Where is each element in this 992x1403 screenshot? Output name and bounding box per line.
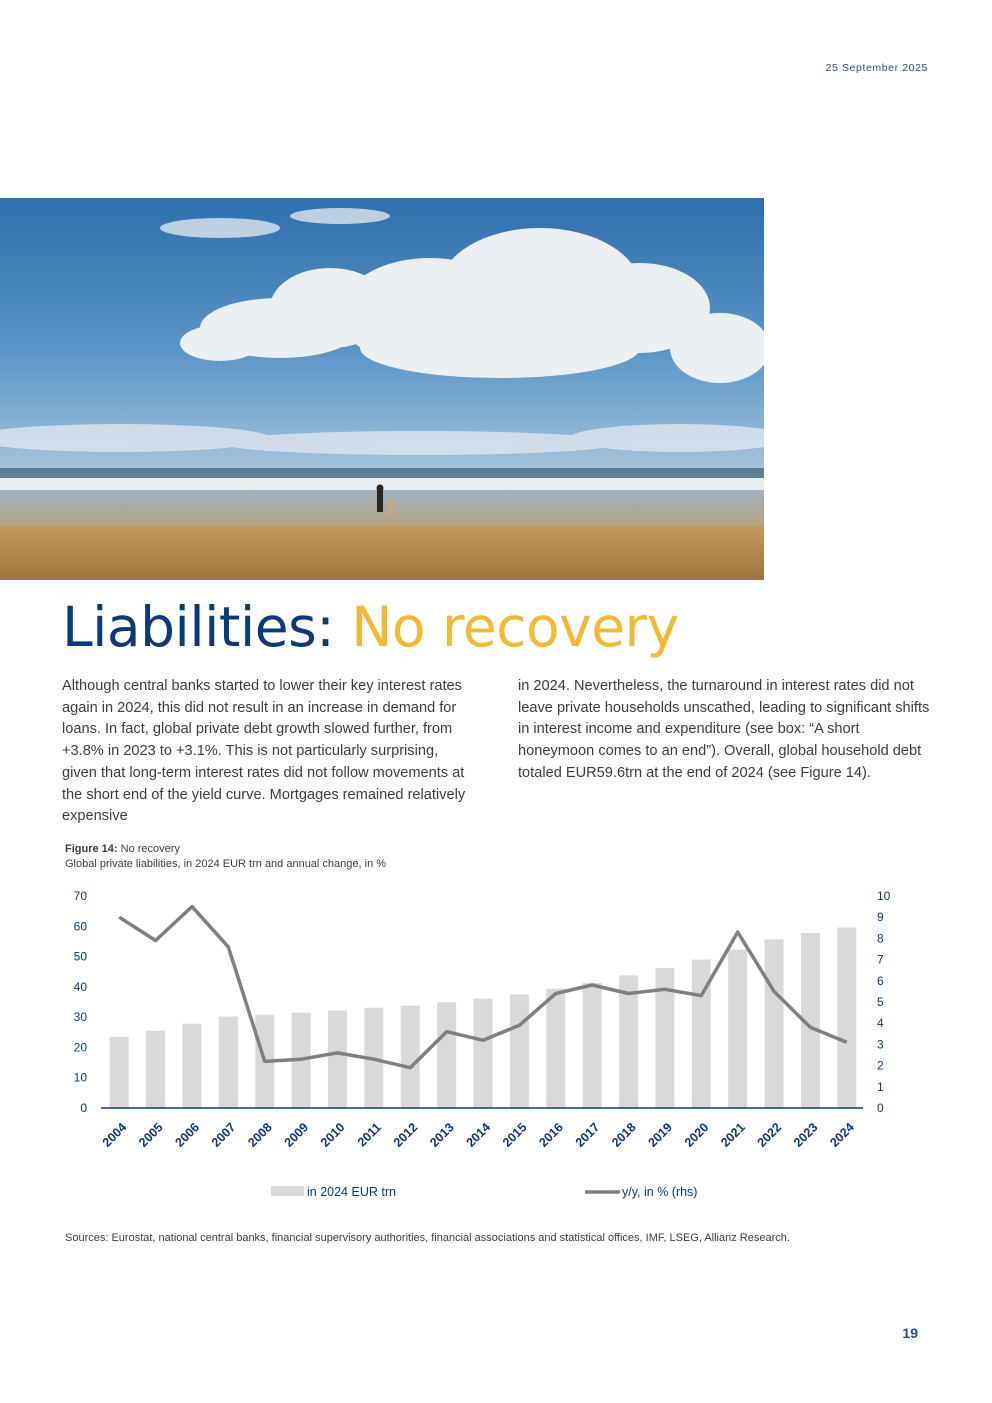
bar: [219, 1017, 238, 1108]
title-main: Liabilities:: [62, 595, 335, 659]
x-tick-label: 2008: [245, 1120, 275, 1150]
figure-title: No recovery: [120, 843, 180, 855]
y2-tick-label: 9: [877, 910, 884, 925]
legend-label-line: y/y, in % (rhs): [622, 1185, 698, 1199]
x-tick-label: 2009: [281, 1120, 312, 1150]
bar: [328, 1010, 347, 1108]
legend-swatch-bars: [271, 1186, 304, 1196]
x-tick-label: 2007: [208, 1120, 239, 1150]
y-tick-label: 50: [73, 949, 87, 964]
x-tick-label: 2006: [172, 1120, 203, 1150]
x-tick-label: 2018: [609, 1120, 639, 1150]
x-tick-label: 2013: [427, 1120, 457, 1150]
x-tick-label: 2016: [536, 1120, 566, 1150]
chart-canvas: [0, 880, 992, 1210]
bar: [837, 927, 856, 1108]
beach-photo-icon: [0, 198, 764, 580]
x-tick-label: 2024: [827, 1120, 857, 1150]
bar: [510, 994, 529, 1108]
report-date: 25 September 2025: [825, 62, 928, 74]
y-tick-label: 10: [73, 1070, 87, 1085]
bar: [437, 1002, 456, 1108]
x-tick-label: 2012: [390, 1120, 421, 1150]
bar: [583, 983, 602, 1108]
beach-photo: [0, 198, 764, 580]
y-tick-label: 70: [73, 889, 87, 903]
x-tick-label: 2011: [354, 1120, 384, 1150]
bar: [146, 1031, 165, 1108]
x-tick-label: 2020: [681, 1120, 712, 1150]
x-tick-label: 2019: [645, 1120, 676, 1150]
x-tick-label: 2023: [790, 1120, 821, 1150]
y2-tick-label: 6: [877, 973, 884, 988]
body-text-column-1: Although central banks started to lower their key interest rates again in 2024, this did not result in an increase in demand for loans. In fact, global private debt growth slowed further, from +3.8% in 2023 to +3.1%. This is not particularly surprising, given that long-term interest rates did not follow movements at the short end of the yield curve. Mortgages remained relatively expensive: [62, 678, 466, 825]
y2-tick-label: 1: [877, 1079, 884, 1094]
bar: [728, 950, 747, 1108]
y-tick-label: 60: [73, 919, 87, 934]
y2-tick-label: 0: [877, 1101, 884, 1115]
title-accent: No recovery: [351, 595, 679, 659]
y2-tick-label: 5: [877, 995, 884, 1009]
y2-tick-label: 3: [877, 1037, 884, 1052]
bar: [546, 989, 565, 1108]
y-tick-label: 30: [73, 1010, 87, 1025]
bar: [401, 1006, 420, 1108]
x-tick-label: 2005: [136, 1120, 166, 1150]
body-text-column-2: in 2024. Nevertheless, the turnaround in interest rates did not leave private households unscathed, leading to significant shifts in interest income and expenditure (see box: “A short honeymoon comes to an end”). Overall, global household debt totaled EUR59.6trn at the end of 2024 (see Figure 14).: [518, 678, 930, 781]
page-title: [62, 597, 679, 658]
y-tick-label: 40: [73, 979, 87, 994]
x-tick-label: 2010: [318, 1120, 348, 1150]
figure-subtitle: Global private liabilities, in 2024 EUR trn and annual change, in %: [65, 857, 387, 870]
y2-tick-label: 10: [877, 889, 891, 903]
x-tick-label: 2021: [718, 1120, 748, 1150]
y2-tick-label: 2: [877, 1058, 884, 1073]
figure-caption: [65, 842, 386, 871]
y2-tick-label: 4: [877, 1016, 884, 1031]
x-tick-label: 2015: [499, 1120, 530, 1150]
liabilities-chart: [0, 880, 992, 1210]
figure-label: Figure 14:: [65, 843, 118, 855]
x-tick-label: 2014: [463, 1120, 494, 1150]
y2-tick-label: 8: [877, 931, 884, 946]
x-tick-label: 2017: [572, 1120, 603, 1150]
bar: [474, 999, 493, 1108]
x-tick-label: 2022: [754, 1120, 785, 1150]
legend-label-bars: in 2024 EUR trn: [307, 1185, 396, 1199]
bar: [110, 1037, 129, 1108]
y-tick-label: 0: [80, 1101, 87, 1115]
x-tick-label: 2004: [99, 1120, 130, 1150]
y-tick-label: 20: [73, 1040, 87, 1055]
sources-note: Sources: Eurostat, national central banks, financial supervisory authorities, financial associations and statistical offices, IMF, LSEG, Allianz Research.: [65, 1232, 790, 1244]
page-number: 19: [902, 1325, 918, 1341]
bar: [182, 1024, 201, 1108]
y2-tick-label: 7: [877, 952, 884, 967]
bar: [765, 939, 784, 1108]
